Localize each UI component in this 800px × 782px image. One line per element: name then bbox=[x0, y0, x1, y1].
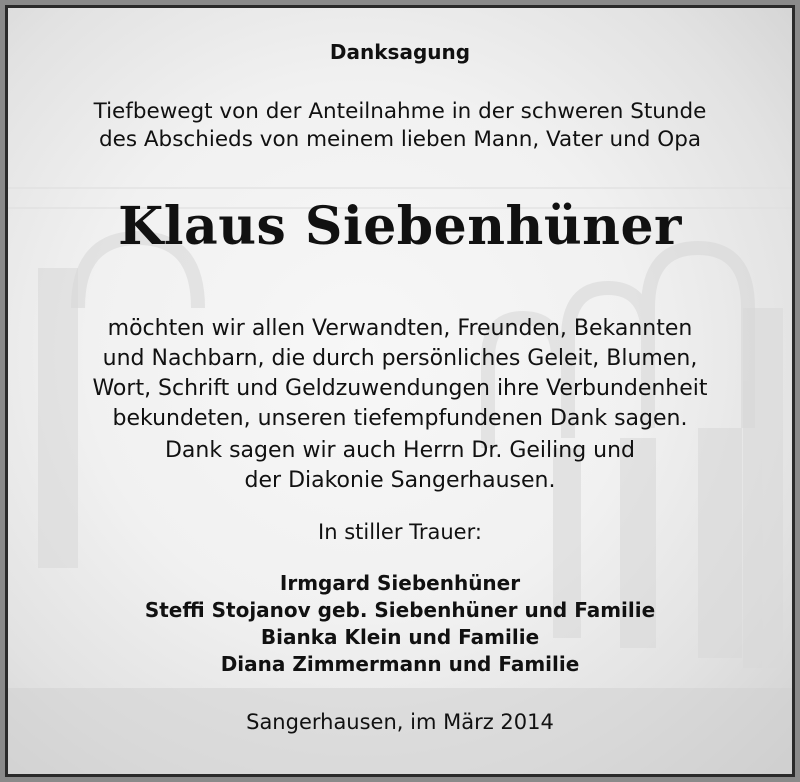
family-member-2: Steffi Stojanov geb. Siebenhüner und Familie bbox=[144, 598, 656, 622]
notice-panel bbox=[5, 5, 795, 777]
mourning-label: In stiller Trauer: bbox=[318, 520, 482, 544]
family-member-3: Bianka Klein und Familie bbox=[260, 625, 540, 649]
body-line-3: Wort, Schrift und Geldzuwendungen ihre Verbundenheit bbox=[92, 376, 708, 401]
body-line-4: bekundeten, unseren tiefempfundenen Dank sagen. bbox=[112, 406, 688, 431]
family-member-4: Diana Zimmermann und Familie bbox=[220, 652, 580, 676]
family-member-1: Irmgard Siebenhüner bbox=[279, 571, 521, 595]
intro-line-1: Tiefbewegt von der Anteilnahme in der schweren Stunde bbox=[93, 99, 707, 124]
body-line-6: der Diakonie Sangerhausen. bbox=[244, 468, 556, 493]
body-line-1: möchten wir allen Verwandten, Freunden, Bekannten bbox=[107, 316, 693, 341]
notice-content bbox=[8, 8, 792, 774]
body-line-2: und Nachbarn, die durch persönliches Geleit, Blumen, bbox=[102, 346, 698, 371]
intro-line-2: des Abschieds von meinem lieben Mann, Vater und Opa bbox=[98, 127, 702, 152]
notice-heading: Danksagung bbox=[329, 40, 471, 64]
place-and-date: Sangerhausen, im März 2014 bbox=[246, 710, 554, 734]
deceased-name: Klaus Siebenhüner bbox=[118, 196, 682, 257]
body-line-5: Dank sagen wir auch Herrn Dr. Geiling und bbox=[164, 438, 636, 463]
